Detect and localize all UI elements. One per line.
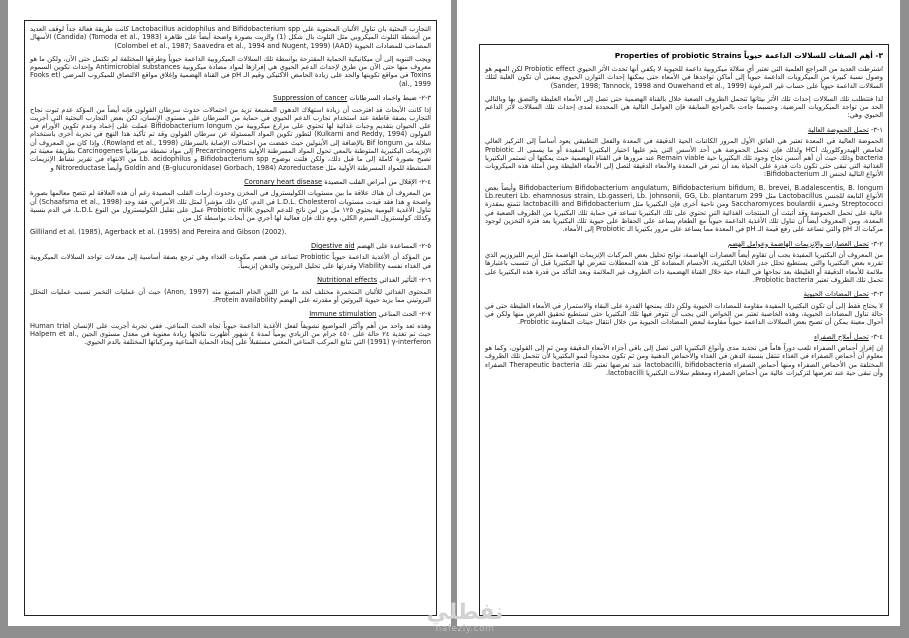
left-page — [8, 0, 451, 626]
left-page-frame — [24, 20, 437, 616]
section-heading: ٣-٣- تحمل المضادات الحيوية — [803, 290, 883, 299]
section-title-en: Immune stimulation — [309, 310, 377, 319]
section-number: ٣-٣ — [873, 290, 883, 299]
section-heading: ٢-٣- تحمل العصارات والإنزيمات الهاضمة وعوامل الهضم — [727, 239, 883, 248]
main-heading-en: Properties of probiotic Strains — [614, 51, 742, 60]
section-heading: ٤-٢- الإقلال من أمراض القلب المصيدة Coronary heart disease — [244, 177, 431, 186]
section-paragraph: لا يحتاج فقط إلى أن تكون البكتيريا المفيدة مقاومة للمضادات الحيوية ولكن ذلك يمنحها القدرة على البقاء والاستمرار في الأمعاء الغليظة حتى في حالة تناول المضادات الحيوية، وهذه الخاصية تعتبر من الخواص التي يجب أن تتوفر فيها تلك البكتيريا حتى تستطيع تحقيق الغرض منها ولكن في أحوال معينة يمكن أن تصبح بعض السلالات الداعمة حيوياً مقاومة لبعض المضادات الحيوية من خلال انتقال جينات المقاومة Probiotic. — [485, 301, 883, 327]
watermark — [415, 602, 515, 634]
section-title-en: Nutritional effects — [317, 276, 378, 285]
section-title-ar: الحث المناعي — [378, 310, 417, 319]
section-heading: ٦-٢- التأثير الغذائي Nutritional effects — [317, 276, 431, 285]
reference-line: Gilliland et al. (1985), Agerback et al. (1995) and Pereira and Gibson (2002). — [30, 227, 287, 236]
section-title-ar: تحمل أملاح الصفراء — [813, 332, 869, 341]
section-title-en: Digestive aid — [310, 241, 355, 250]
section-heading: ٤-٣- تحمل أملاح الصفراء — [813, 332, 883, 341]
section-paragraph: المحتوى الغذائي للألبان المتخمرة مختلف لحد ما عن اللبن الخام المصنع منه (Anon, 1997) حيث أن عمليات التخمر تسبب عمليات التحلل البروتيني مما يزيد حيوية البروتين أو مقدرته على الهضم Protein availability. — [30, 287, 431, 304]
section-paragraph: Bifidobacterium Bifidobacterium angulatum, Bifidobacterium bifidum, B. brevei, B.adalescentis, B. longum وأيضاً بعض الأنواع التابعة للجنس Lactobacillus مثل Lb.reuteri Lb. ehamnosus strain, Lb.gasseri, Lb. johnsonii, GG, Lb. plantarum 299 Streptococci وخميرة Saccharomyces boulardii ومن ناحية أخرى فإن البكتيريا مثل lactobacilli and Bifidobacterium تتمتع بمقدرة عالية على تحمل الحموضة وقد أثبتت أن المنتجات الغذائية التي تحتوي على تلك البكتيريا تساعد في حماية تلك البكتيريا من الظروف الصعبة في المعدة، ومن المعروف أيضاً أن تناول تلك الأغذية الداعمة حيوياً مع الطعام يساعد على الحفاظ على حيوية تلك البكتيريا بعد فترة التخزين لوجود مركبات الـ pH والتي تساعد على رفع قيمة الـ pH في المعدة مما يساعد على مرور بكتيريا الـ Probiotic إلى الأمعاء. — [485, 183, 883, 234]
section-paragraph: الحموضة العالية في المعدة تعتبر هي العائق الأول المرور الكائنات الحية الدقيقة في المعدة والفعل التطبيقي يعود أساساً إلى التركيز العالي لحامض الهيدروكلوريك HCl ولذلك فإن تحمل الحموضة هي أحد الأسس التي يتم عليها اختيار البكتيريا المفيدة أو ما يسمى الـ Probiotic bacteria وذلك حيث أن أهم أسس نجاح وجود تلك البكتيريا حية Remain viable عند مرورها في القناة الهضمية حيث يمكنها أن تستمر البكتيريا الغذائية التي تبقى حتى تكون ذات قدرة على الحياة بعد أن تمر في المعدة والأمعاء الدقيقة لتصل إلى الأمعاء الغليظة ومن أمثلة هذه الميكروبات الأنواع التالية لجنس الـ Bifidobacterium: — [485, 137, 883, 179]
section-heading: ٥-٢- المساعدة على الهضم Digestive aid — [310, 241, 431, 250]
intro-paragraph: اشترطت العديد من المراجع العلمية التي تعتبر أي سلالة ميكروبية داعمة للحيوية لا يكفي أنها تحدث الأثر الحيوي Probiotic effect لكن المهم هو وصول نسبة كبيرة من الميكروبات الداعمة حيوياً إلى أماكن تواجدها في الأمعاء حتى يمكنها إحداث التوازن الحيوي بمعنى أن تكون الغلبة لتلك السلالات الداعمة حيوياً على حساب غير المرغوبة (Sander, 1998; Tannock, 1998 and Ouwehand et al., 1999) — [485, 65, 883, 90]
section-paragraph: من المعروف أن هناك علاقة ما بين مستويات الكوليسترول في المخزن وحدوث أزمات القلب المصيدة رغم أن هذه العلاقة لم تتضح معالمها بصورة واضحة و هذا فقد قيدت مستويات L.D.L. Cholesterol في الدم، كان ذلك مؤشراً لمثل تلك الأمراض، فقد وجد (Schaafsma et al., 1998) أن تناول الأغذية اليومية يحتوي ١٢٥ مل من لبن ناتج للدعم الحيوي Probiotic milk عمل على تقليل الكوليسترول من النوع L.D.L. في الدم بنسبة وكذلك كوليسترول السيرم الكلي، ومع ذلك فإن فعالية لها أجري من أبحاث بواسطة كل من — [30, 189, 431, 223]
section-title-ar: المساعدة على الهضم — [356, 241, 417, 250]
section-paragraph: إن إفراز أحماض الصفراء تلعب دوراً هاماً في تحديد مدى وأنواع البكتيريا التي تصل إلى باقي أجزاء الأمعاء الدقيقة ومن ثم إلى القولون، وكما هو معلوم أن أحماض الصفراء في الغذاء تنتقل بنسبة الدهن في الغذاء والأحماض الدهنية ومن ثم تكون محدوداً لنمو البكتيريا لأن تتحمل تلك الظروف المختلفة من الأحماض الصفراء ومنها أحماض الصفراء lactobacilli, bifidobacteria عند تعرضها تعتبر تلك Therapeutic bacteria الصفراء وأن تبقى حية عند تعرضها لتركيزات عالية من أحماض الصفراء ومعظم سلالات البكتيريا lactobacilli. — [485, 344, 883, 378]
section-heading: ٣-٢- ضبط واخماد السرطانات Suppression of cancer — [273, 94, 431, 103]
section-paragraph: وهذه تعد واحد من أهم وأكثر المواضيع تشويقاً لفعل الأغذية الداعمة حيوياً تجاه الحث المناعي. ففي تجربة أجريت على الإنسان Human trial حيث تم تغذية ٢٤ حالة على ٤٥٠ جرام من الزبادي يومياً لمدة ٤ شهور أظهرت نتائجها زيادة معنوية في معدل مستوى الجين Halpern et al., 1991) γ-interferon) التي تتابع المركب المناعي المعني مستقبلاً على إيجاد الحماية المناعية ومركباتها المختلفة بالدم الحيوي. — [30, 321, 431, 347]
intro-paragraph: لذا فتتطلب تلك السلالات إحداث تلك الأثر بيئاتها تتحمل الظروف الصعبة خلال بالقناة الهضمية حتى تصل إلى الأمعاء الغليظة والتصق بها وبالتالي الحد من تواجد الميكروبات المرضية. وحسبما جاءت بالمراجع السابقة فإن العوامل التالية هي المحددة لمدى إحداث تلك السلالات لأثر الداعم الحيوي وهي: — [485, 94, 883, 120]
watermark-logo: نفطلي — [426, 600, 504, 625]
section-number: ٢-٣ — [873, 239, 883, 248]
section-number: ٥-٢ — [421, 241, 431, 250]
section-paragraph: من المعروف أن البكتيريا المفيدة يجب أن تقاوم أيضاً العصارات الهاضمة، نواتج تحليل بعض المركبات الإنزيمات الهاضمة مثل أنزيم الليزوزيم الذي تفرزه بعض البكتيريا والتي يستطيع تحلل جدر الخلايا البكتيرية، الأجسام المضادة كل هذه المعطلات تتعرض لها البكتيريا قبل أن تتسبب باعتبارها ملائمة للأمعاء الدقيقة أو الغليظة بعد نجاحها في البقاء حية خلال القناة الهضمية ذات الظروف غير الملائمة وبعد التأكد من قدرة هذه البكتيريا على تحمل تلك الظروف تعتبر Probiotic bacteria. — [485, 251, 883, 284]
section-title-ar: تحمل المضادات الحيوية — [803, 290, 869, 299]
main-heading-ar: ٣- أهم الصفات للسلالات الداعمة حيوياً — [744, 51, 883, 60]
section-number: ١-٣ — [873, 125, 883, 134]
section-title-en: Coronary heart disease — [244, 177, 323, 186]
section-title-ar: التأثير الغذائي — [379, 276, 417, 285]
section-number: ٤-٢ — [421, 177, 431, 186]
section-number: ٦-٢ — [421, 276, 431, 285]
watermark-site: nafezly.com — [435, 624, 495, 634]
section-number: ٧-٢ — [421, 310, 431, 319]
right-page-frame — [479, 44, 889, 616]
section-title-ar: تحمل الحموضة العالية — [807, 125, 869, 134]
section-title-ar: الإقلال من أمراض القلب المصيدة — [324, 177, 417, 186]
intro-paragraph: التجارب البحثية بان تناول الألبان المحتوية على Lactobacillus acidophilus and Bifidobacterium spp كانت طريقة فعالة جداً لوقف العديد من أنشطة التلوث الميكروبي مثل التلوث بال شكل (1) والزيت بصورة واضحة أيضاً على ظاهرة (Tomoda et al., 1983) (Candida) الأسهال المصاحب للمضادات الحيوية (AAD) (Colombel et al., 1987; Saavedra et al., 1994 and Nugent, 1999) — [30, 25, 432, 50]
section-title-en: Suppression of cancer — [273, 94, 348, 103]
section-title-ar: تحمل العصارات والإنزيمات الهاضمة وعوامل الهضم — [727, 239, 869, 248]
section-heading: ٧-٢- الحث المناعي Immune stimulation — [309, 310, 431, 319]
section-heading: ١-٣- تحمل الحموضة العالية — [807, 125, 883, 134]
section-number: ٣-٢ — [421, 94, 431, 103]
section-paragraph: إذا كانت الأبحاث قد افترحت أن زيادة استهلاك الدهون المشبعة تزيد من احتمالات حدوث سرطان القولون فإنه أيضاً من المؤكد عدم ثبوت نجاح التجارب بصفة قاطعة عند استخدام تجارب الدعم الحيوي في حماية من السرطان على مستوى الإنسان، لكن بعض التجارب البحثية التي أجريت على الحيوان بتقديم وجبات غذائية لها تحتوي على مزارع ميكروبية من Bifidobacterium longum عملت على إخماد وعدم تكوين الأورام في القولون (Kulkarni and Reddy, 1994) لتطور تكوين المواد المسئولة عن سرطان القولون وقد تم تأكيد هذا النهج في تجربة أخرى باستخدام سلالة من Bif longum بالإضافة إلى الأينولين حيث خفضت من احتمالات الإصابة بالسرطان (Rowland et al., 1998). وإذا كان من المعروف أن الإنزيمات البكتيرية المتوطنة بالمعي تحول المواد المسرطنة الأولية Precarcinogens إلى مواد نشطة سرطانياً Carcinogenes بطريقة معينة ثم تصبح بصورة كاملة إلى ما قبل ذلك، ولكن فلتت بوضوح Bifidobacterium spp و Lb. acidophilus من الانتهاء في تقرير نشاط الإنزيمات المنشطة للمواد المسرطنة الأولية مثل Goldin and (B-glucuronidase) Gorbach, 1984) Azoreductase وأيضاً Nitroreductase و — [30, 105, 432, 172]
main-heading — [485, 51, 883, 60]
right-page — [457, 0, 900, 626]
section-paragraph: من المؤكد أن الأغذية الداعمة حيوياً Probiotic تساعد في هضم مكونات الغذاء وهي ترجع بصفة أساسية إلى معدلات تواجد السلالات الميكروبية في الغذاء نفسه Viability وقدرتها على تحليل البروتين والدهن إنزيمياً. — [30, 253, 431, 270]
section-title-ar: ضبط واخماد السرطانات — [349, 94, 417, 103]
section-number: ٤-٣ — [873, 332, 883, 341]
intro-paragraph: ويجب التنويه إلى أن ميكانيكية الحماية المقترحة بواسطة تلك السلالات الميكروبية الداعمة حيوياً وطرقها المختلفة لم تكتمل حتى الآن، ولكن ما هو معروف منها حتى الآن من طرق لإحداث الدعم الحيوي هي إفرازها لمواد مضادة ميكروبية Antimicrobial substances وإحداث تكوين السموم Toxins في مواقع تكوينها والحد على زيادة الحامض الاكتيكي وقيم الـ pH في القناة الهضمية وإغلاق مواقع الالتصاق للميكروب المرضي (Fooks et al., 1999) — [30, 54, 431, 88]
